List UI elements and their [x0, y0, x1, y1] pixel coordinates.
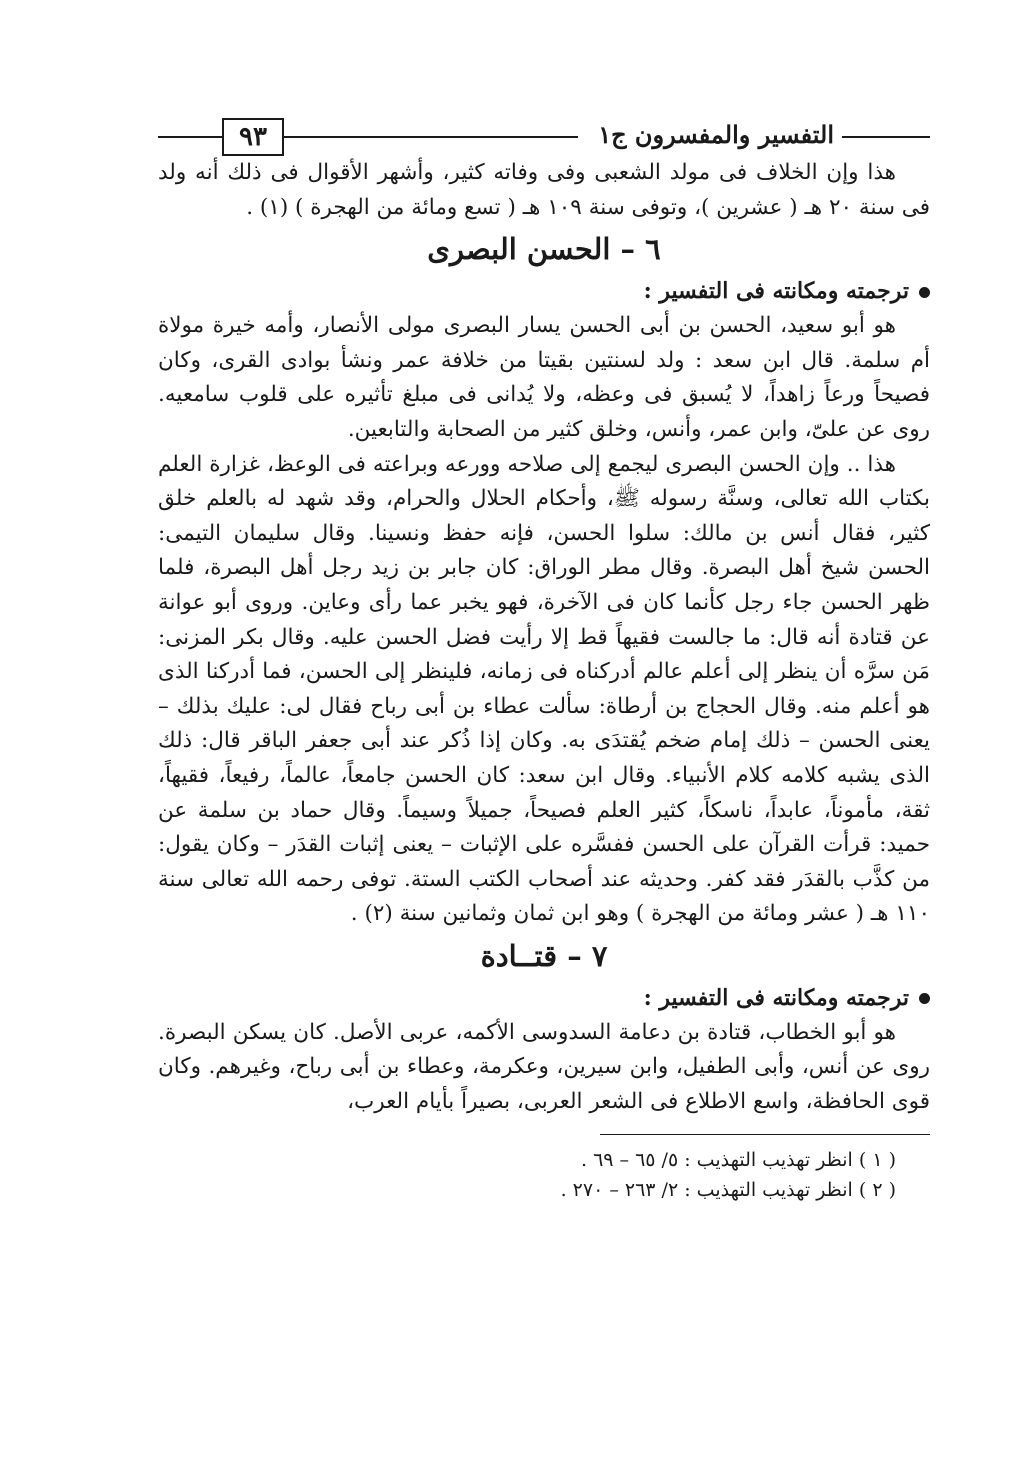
- header-rule-left: [158, 136, 222, 138]
- section-heading-hasan-basri: ٦ – الحسن البصرى: [427, 232, 661, 267]
- book-page: [158, 112, 930, 1205]
- section-subheading: [158, 980, 930, 1016]
- page-number: ٩٣: [222, 118, 284, 156]
- header-rule-middle: [282, 136, 578, 138]
- footnote-separator: [600, 1134, 930, 1135]
- body-paragraph: هو أبو الخطاب، قتادة بن دعامة السدوسى الأكمه، عربى الأصل. كان يسكن البصرة. روى عن أنس، وأبى الطفيل، وابن سيرين، وعكرمة، وعطاء بن أبى رباح، وغيرهم. وكان قوى الحافظة، واسع الاطلاع فى الشعر العربى، بصيراً بأيام العرب،: [158, 1019, 930, 1115]
- subheading-text: ترجمته ومكانته فى التفسير :: [643, 984, 909, 1011]
- intro-paragraph: هذا وإن الخلاف فى مولد الشعبى وفى وفاته كثير، وأشهر الأقوال فى ذلك أنه ولد فى سنة ٢٠ هـ ( عشرين )، وتوفى سنة ١٠٩ هـ ( تسع ومائة من الهجرة ) (١) .: [158, 160, 930, 220]
- bullet-icon: [919, 287, 930, 298]
- footnote: ( ٢ ) انظر تهذيب التهذيب : ٢/ ٢٦٣ – ٢٧٠ .: [560, 1178, 896, 1201]
- page-header: [158, 112, 930, 156]
- section-subheading: [158, 273, 930, 309]
- footnote: ( ١ ) انظر تهذيب التهذيب : ٥/ ٦٥ – ٦٩ .: [580, 1148, 896, 1171]
- subheading-text: ترجمته ومكانته فى التفسير :: [643, 278, 909, 305]
- running-title: التفسير والمفسرون ج١: [598, 120, 834, 149]
- section-heading-qatada: ٧ – قتــادة: [480, 938, 608, 973]
- bullet-icon: [919, 993, 930, 1004]
- body-paragraph: هو أبو سعيد، الحسن بن أبى الحسن يسار البصرى مولى الأنصار، وأمه خيرة مولاة أم سلمة. قال ابن سعد : ولد لسنتين بقيتا من خلافة عمر ونشأ بوادى القرى، وكان فصيحاً ورعاً زاهداً، لا يُسبق فى وعظه، ولا يُدانى فى مبلغ تأثيره على قلوب سامعيه. روى عن علىّ، وابن عمر، وأنس، وخلق كثير من الصحابة والتابعين.: [158, 313, 930, 442]
- body-paragraph: هذا .. وإن الحسن البصرى ليجمع إلى صلاحه وورعه وبراعته فى الوعظ، غزارة العلم بكتاب الله تعالى، وسنَّة رسوله ﷺ، وأحكام الحلال والحرام، وقد شهد له بالعلم خلق كثير، فقال أنس بن مالك: سلوا الحسن، فإنه حفظ ونسينا. وقال سليمان التيمى: الحسن شيخ أهل البصرة. وقال مطر الوراق: كان جابر بن زيد رجل أهل البصرة، فلما ظهر الحسن جاء رجل كأنما كان فى الآخرة، فهو يخبر عما رأى وعاين. وروى أبو عوانة عن قتادة أنه قال: ما جالست فقيهاً قط إلا رأيت فضل الحسن عليه. وقال بكر المزنى: مَن سرَّه أن ينظر إلى أعلم عالم أدركناه فى زمانه، فلينظر إلى الحسن، فما أدركنا الذى هو أعلم منه. وقال الحجاج بن أرطاة: سألت عطاء بن أبى رباح فقال لى: عليك بذلك – يعنى الحسن – ذلك إمام ضخم يُقتدَى به. وكان إذا ذُكر عند أبى جعفر الباقر قال: ذلك الذى يشبه كلامه كلام الأنبياء. وقال ابن سعد: كان الحسن جامعاً، عالماً، رفيعاً، فقيهاً، ثقة، مأموناً، عابداً، ناسكاً، كثير العلم فصيحاً، جميلاً وسيماً. وقال حماد بن سلمة عن حميد: قرأت القرآن على الحسن ففسَّره على الإثبات – يعنى إثبات القدَر – وكان يقول: من كذَّب بالقدَر فقد كفر. وحديثه عند أصحاب الكتب الستة. توفى رحمه الله تعالى سنة ١١٠ هـ ( عشر ومائة من الهجرة ) وهو ابن ثمان وثمانين سنة (٢) .: [158, 451, 930, 927]
- header-rule-right: [842, 136, 930, 138]
